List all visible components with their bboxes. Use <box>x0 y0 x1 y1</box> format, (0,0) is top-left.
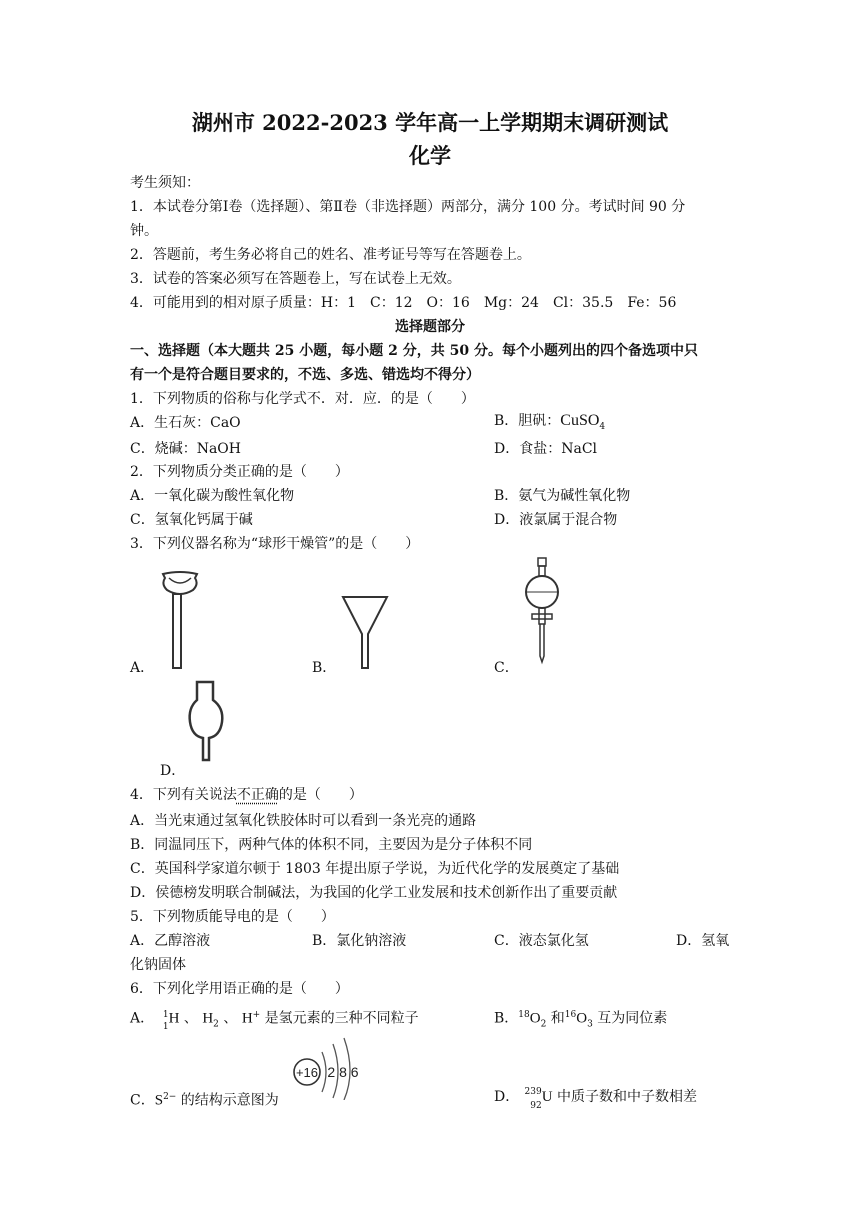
q6-option-c-label: C． <box>130 1092 155 1109</box>
notice-heading: 考生须知： <box>130 175 200 191</box>
q6-a-h1: H <box>168 1010 180 1027</box>
q1-option-b-label: B．胆矾： <box>494 413 561 429</box>
q4-option-d: D．侯德榜发明联合制碱法，为我国的化学工业发展和技术创新作出了重要贡献 <box>130 885 618 901</box>
q1-option-a: A．生石灰：CaO <box>130 415 241 431</box>
q3-option-b: B． <box>312 660 337 676</box>
q5-option-d-cont: 化钠固体 <box>130 957 186 973</box>
q3-option-d: D． <box>160 763 186 779</box>
section-heading-line2: 有一个是符合题目要求的，不选、多选、错选均不得分） <box>130 367 480 383</box>
instrument-d-spherical-drying-tube <box>182 680 232 765</box>
q6-option-d <box>494 1087 697 1111</box>
q6-option-b-label: B． <box>494 1010 519 1027</box>
q6-a-mass-number: 1 <box>162 1009 169 1020</box>
q1-option-b-formula: CuSO <box>560 412 600 429</box>
q6-stem: 6．下列化学用语正确的是（ ） <box>130 981 349 997</box>
instrument-c-separatory-funnel <box>518 556 568 666</box>
q6-a-sep1: 、 <box>183 1010 198 1027</box>
q2-option-a: A．一氧化碳为酸性氧化物 <box>130 488 295 504</box>
q6-b-mass1: 18 <box>518 1010 530 1020</box>
q5-stem: 5．下列物质能导电的是（ ） <box>130 909 335 925</box>
q6-a-h2-sub: 2 <box>213 1019 219 1030</box>
q6-c-ion-sup: 2− <box>163 1092 177 1102</box>
q6-d-text: 中质子数和中子数相差 <box>556 1089 697 1105</box>
q6-d-element: U <box>541 1089 553 1105</box>
paper-subject: 化学 <box>409 143 451 168</box>
q6-b-text: 互为同位素 <box>597 1010 668 1027</box>
q4-option-b: B．同温同压下，两种气体的体积不同，主要因为是分子体积不同 <box>130 837 533 853</box>
q6-c-ion: S <box>154 1092 164 1109</box>
structure-shells-label: 2 8 6 <box>327 1064 359 1080</box>
q6-d-atomic-number: 92 <box>530 1101 542 1111</box>
paper-title: 湖州市 2022-2023 学年高一上学期期末调研测试 <box>191 110 669 135</box>
q6-a-sep2: 、 <box>223 1010 238 1027</box>
q4-stem-after: 的是（ ） <box>278 787 363 803</box>
q6-b-o3-sub: 3 <box>587 1019 593 1030</box>
section-label: 选择题部分 <box>395 319 465 335</box>
q6-a-hplus: H <box>241 1010 253 1027</box>
notice-item-1: 1．本试卷分第Ⅰ卷（选择题）、第Ⅱ卷（非选择题）两部分，满分 100 分。考试时间 90 分 <box>130 199 686 215</box>
q6-a-hplus-sup: + <box>252 1010 261 1020</box>
q6-option-a <box>130 1006 419 1033</box>
q3-option-c: C． <box>494 660 519 676</box>
q3-stem: 3．下列仪器名称为“球形干燥管”的是（ ） <box>130 536 420 552</box>
q3-option-a: A． <box>130 660 155 676</box>
instrument-b-funnel <box>340 594 390 674</box>
q5-option-d: D．氢氧 <box>676 933 730 949</box>
section-heading-line1: 一、选择题（本大题共 25 小题，每小题 2 分，共 50 分。每个小题列出的四个备选项中只 <box>130 343 698 359</box>
q6-b-o3: O <box>576 1010 588 1027</box>
q6-b-mass2: 16 <box>564 1010 577 1020</box>
q5-option-b: B．氯化钠溶液 <box>312 933 407 949</box>
notice-item-4: 4．可能用到的相对原子质量：H：1 C：12 O：16 Mg：24 Cl：35.5 Fe：56 <box>130 295 677 311</box>
q6-d-mass-number: 239 <box>524 1087 542 1097</box>
q6-option-a-label: A． <box>130 1010 155 1027</box>
q5-option-a: A．乙醇溶液 <box>130 933 211 949</box>
q1-option-c: C．烧碱：NaOH <box>130 441 241 457</box>
q2-option-b: B．氨气为碱性氧化物 <box>494 488 631 504</box>
q6-a-h2: H <box>202 1010 214 1027</box>
q1-option-b <box>494 412 605 436</box>
q2-option-d: D．液氯属于混合物 <box>494 512 618 528</box>
q6-a-atomic-number: 1 <box>162 1021 169 1032</box>
q2-option-c: C．氢氧化钙属于碱 <box>130 512 253 528</box>
q1-option-d: D．食盐：NaCl <box>494 441 598 457</box>
q6-option-b <box>494 1006 667 1033</box>
q6-b-o2-sub: 2 <box>540 1019 547 1030</box>
sulfur-ion-structure-diagram <box>288 1030 368 1100</box>
q5-option-c: C．液态氯化氢 <box>494 933 589 949</box>
q1-stem: 1．下列物质的俗称与化学式不．对．应．的是（ ） <box>130 391 475 407</box>
q1-option-b-sub: 4 <box>599 421 606 432</box>
notice-item-3: 3．试卷的答案必须写在答题卷上，写在试卷上无效。 <box>130 271 461 287</box>
q4-option-c: C．英国科学家道尔顿于 1803 年提出原子学说，为近代化学的发展奠定了基础 <box>130 861 620 877</box>
notice-item-2: 2．答题前，考生务必将自己的姓名、准考证号等写在答题卷上。 <box>130 247 531 263</box>
q6-option-d-label: D． <box>494 1089 520 1105</box>
q4-stem-emphasis: 不正确 <box>236 787 279 803</box>
structure-nucleus-label: +16 <box>295 1065 319 1080</box>
notice-item-1-cont: 钟。 <box>130 223 158 239</box>
q4-option-a: A．当光束通过氢氧化铁胶体时可以看到一条光亮的通路 <box>130 813 477 829</box>
q6-option-c <box>130 1088 279 1110</box>
q4-stem <box>130 786 363 804</box>
q6-b-and: 和 <box>550 1010 565 1027</box>
q6-b-o2: O <box>529 1010 541 1027</box>
q2-stem: 2．下列物质分类正确的是（ ） <box>130 464 349 480</box>
q6-c-text: 的结构示意图为 <box>180 1092 279 1109</box>
instrument-a-drying-tube <box>155 570 205 680</box>
q6-a-text: 是氢元素的三种不同粒子 <box>264 1010 419 1027</box>
q4-stem-before: 4．下列有关说法 <box>130 787 237 803</box>
